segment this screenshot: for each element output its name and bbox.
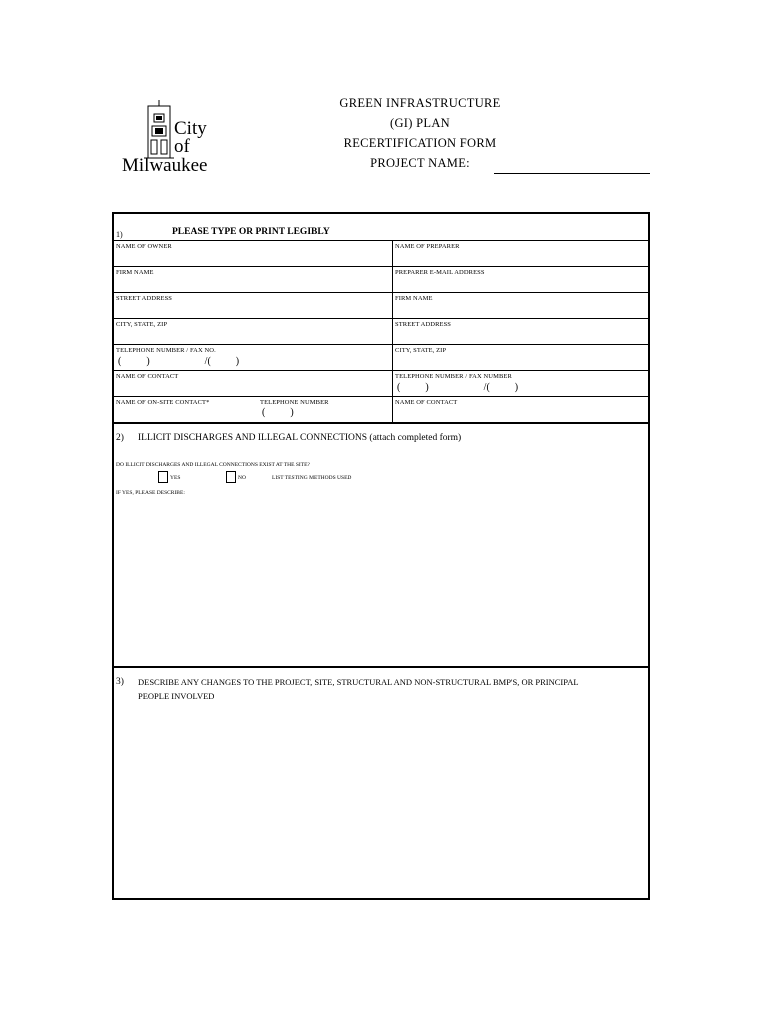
form-title-line2: (GI) PLAN: [390, 116, 450, 130]
form-title-line3: RECERTIFICATION FORM: [343, 136, 497, 150]
preparer-contact-name-field[interactable]: NAME OF CONTACT: [395, 399, 458, 406]
logo-milwaukee-text: Milwaukee: [122, 155, 208, 176]
section3-heading-line2: PEOPLE INVOLVED: [138, 691, 215, 701]
section1-heading: PLEASE TYPE OR PRINT LEGIBLY: [172, 227, 330, 237]
describe-label: IF YES, PLEASE DESCRIBE:: [116, 490, 185, 496]
owner-name-field[interactable]: NAME OF OWNER: [116, 243, 172, 250]
firm-name-field[interactable]: FIRM NAME: [116, 269, 154, 276]
no-checkbox[interactable]: [226, 471, 236, 483]
preparer-street-address-field[interactable]: STREET ADDRESS: [395, 321, 451, 328]
logo-of-text: of: [174, 136, 190, 157]
city-of-milwaukee-logo: [118, 100, 218, 180]
preparer-telephone-fax-field[interactable]: TELEPHONE NUMBER / FAX NUMBER: [395, 373, 512, 380]
section2-heading: ILLICIT DISCHARGES AND ILLEGAL CONNECTIONS (attach completed form): [138, 433, 462, 443]
preparer-firm-name-field[interactable]: FIRM NAME: [395, 295, 433, 302]
onsite-telephone-format: ( ): [262, 407, 294, 418]
onsite-telephone-label: TELEPHONE NUMBER: [260, 399, 329, 406]
logo-city-text: City: [174, 118, 207, 139]
illicit-discharge-question: DO ILLICIT DISCHARGES AND ILLEGAL CONNECTIONS EXIST AT THE SITE?: [116, 462, 310, 468]
telephone-fax-format: ( ) /( ): [118, 356, 240, 367]
project-name-field[interactable]: [494, 173, 650, 174]
preparer-name-field[interactable]: NAME OF PREPARER: [395, 243, 460, 250]
changes-description-area[interactable]: [114, 706, 648, 896]
section3-number: 3): [116, 677, 124, 687]
preparer-telephone-fax-format: ( ) /( ): [397, 382, 519, 393]
contact-name-field[interactable]: NAME OF CONTACT: [116, 373, 179, 380]
form-title-line1: GREEN INFRASTRUCTURE: [339, 96, 501, 110]
preparer-email-field[interactable]: PREPARER E-MAIL ADDRESS: [395, 269, 485, 276]
yes-label: YES: [170, 475, 181, 481]
section2-number: 2): [116, 433, 124, 443]
telephone-fax-field[interactable]: TELEPHONE NUMBER / FAX NO.: [116, 347, 216, 354]
yes-checkbox[interactable]: [158, 471, 168, 483]
project-name-label: PROJECT NAME:: [370, 156, 470, 170]
testing-methods-label: LIST TESTING METHODS USED: [272, 475, 352, 481]
section1-number: 1): [116, 230, 123, 239]
street-address-field[interactable]: STREET ADDRESS: [116, 295, 172, 302]
illicit-discharge-description-area[interactable]: [114, 496, 648, 664]
recertification-form: [112, 212, 650, 900]
no-label: NO: [238, 475, 246, 481]
section3-heading-line1: DESCRIBE ANY CHANGES TO THE PROJECT, SITE, STRUCTURAL AND NON-STRUCTURAL BMP'S, OR PRINCIPAL: [138, 677, 579, 687]
city-state-zip-field[interactable]: CITY, STATE, ZIP: [116, 321, 168, 328]
onsite-contact-field[interactable]: NAME OF ON-SITE CONTACT*: [116, 399, 210, 406]
preparer-city-state-zip-field[interactable]: CITY, STATE, ZIP: [395, 347, 447, 354]
